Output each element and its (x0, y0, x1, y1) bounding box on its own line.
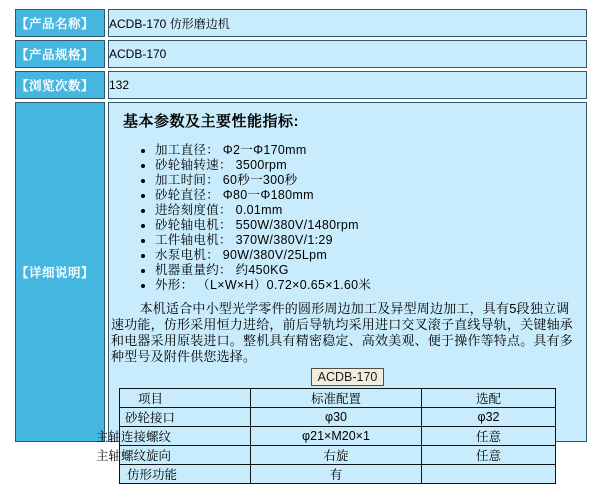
product-info-table (12, 6, 590, 482)
spec-header-item (120, 389, 251, 408)
bullet-item: • 加工直径： Φ2一Φ170mm (155, 143, 586, 158)
bullet-item: • 加工时间： 60秒一300秒 (155, 173, 586, 188)
spec-cell-standard: φ30 (251, 408, 422, 427)
detail-body (96, 110, 586, 482)
spec-cell-standard: φ21×M20×1 (251, 427, 422, 446)
spec-row (120, 427, 556, 446)
spec-row-label: 砂轮接口 (125, 411, 176, 425)
product-spec-label: 【产品规格】 (15, 40, 105, 68)
bullet-item: • 机器重量约： 约450KG (155, 263, 586, 278)
bullet-item: • 外形： （L×W×H）0.72×0.65×1.60米 (155, 278, 586, 293)
spec-cell-optional: 任意 (422, 427, 556, 446)
detail-description-cell (96, 102, 587, 482)
description-paragraph: 本机适合中小型光学零件的圆形周边加工及异型周边加工，具有5段独立调速功能，仿形采用恒力进给，前后导轨均采用进口交叉滚子直线导轨，关键轴承和电器采用原装进口。整机具有精密稳定、高效美观、便于操作等特点。具有多种型号及附件供您选择。 (111, 301, 574, 364)
bullet-item: • 进给刻度值： 0.01mm (155, 203, 586, 218)
badge-row (109, 368, 586, 386)
table-row (15, 9, 587, 37)
spec-row-label: 主轴连接螺纹 (96, 430, 172, 444)
table-row (15, 102, 587, 442)
spec-cell-optional: φ32 (422, 408, 556, 427)
spec-header-standard: 标准配置 (251, 389, 422, 408)
bullet-item: • 水泵电机： 90W/380V/25Lpm (155, 248, 586, 263)
view-count-label: 【浏览次数】 (15, 71, 105, 99)
spec-header-label: 项目 (138, 392, 164, 406)
table-row (15, 71, 587, 99)
product-spec-value: ACDB-170 (108, 40, 587, 68)
spec-header-row (120, 389, 556, 408)
spec-cell-item (120, 408, 251, 427)
view-count-value: 132 (108, 71, 587, 99)
table-row (15, 40, 587, 68)
spec-row-label: 仿形功能 (127, 468, 178, 482)
model-badge: ACDB-170 (311, 368, 385, 386)
detail-description-label: 【详细说明】 (15, 102, 105, 442)
product-name-value: ACDB-170 仿形磨边机 (108, 9, 587, 37)
detail-title: 基本参数及主要性能指标: (123, 113, 299, 130)
spec-cell-item (120, 465, 251, 484)
bullet-item: • 砂轮轴转速： 3500rpm (155, 158, 586, 173)
spec-header-optional: 选配 (422, 389, 556, 408)
bullet-item: • 工件轴电机： 370W/380V/1:29 (155, 233, 586, 248)
spec-row (120, 408, 556, 427)
spec-row-label: 主轴螺纹旋向 (96, 449, 172, 463)
spec-cell-item (96, 446, 251, 465)
spec-cell-optional (422, 465, 556, 484)
spec-row (120, 446, 556, 465)
bullet-item: • 砂轮轴电机： 550W/380V/1480rpm (155, 218, 586, 233)
spec-cell-standard: 有 (251, 465, 422, 484)
spec-cell-item (96, 427, 251, 446)
spec-cell-standard: 右旋 (251, 446, 422, 465)
product-name-label: 【产品名称】 (15, 9, 105, 37)
spec-row (120, 465, 556, 484)
spec-bullet-list (109, 143, 586, 293)
spec-table (96, 388, 556, 484)
spec-cell-optional: 任意 (422, 446, 556, 465)
bullet-item: • 砂轮直径： Φ80一Φ180mm (155, 188, 586, 203)
